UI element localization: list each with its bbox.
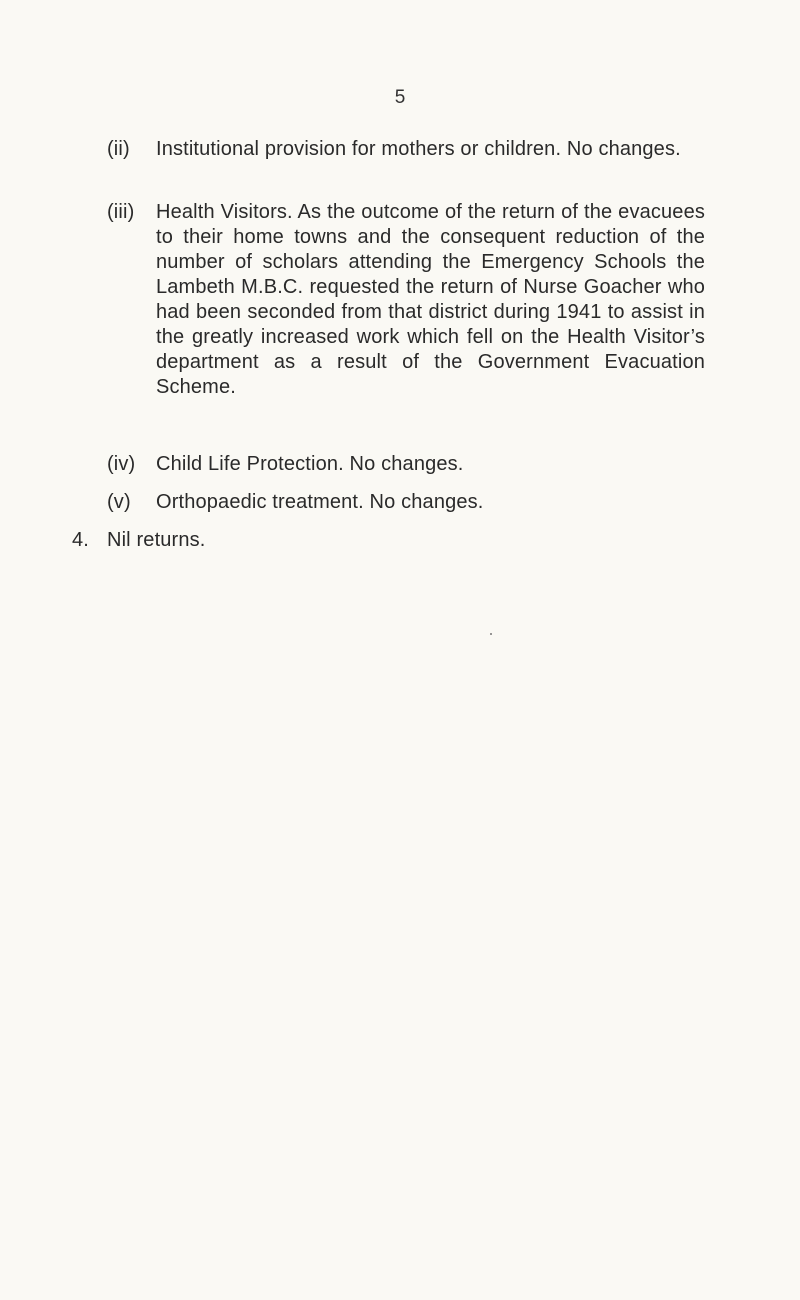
section-text: Nil returns. [107, 529, 206, 551]
paragraph-text: Institutional provision for mothers or children. No changes. [156, 138, 681, 160]
paragraph-iii [0, 200, 800, 400]
paragraph-text: Health Visitors. As the outcome of the return of the evacuees to their home towns and the consequent reduction of the number of scholars attending the Emergency Schools the Lambeth M.B.C. requested the return of Nurse Goacher who had been seconded from that district during 1941 to assist in the greatly increased work which fell on the Health Visitor’s department as a result of the Government Evacuation Scheme. [156, 201, 705, 398]
paragraph-iv [0, 452, 800, 477]
paragraph-ii [0, 137, 800, 162]
paragraph-text: Orthopaedic treatment. No changes. [156, 491, 484, 513]
paragraph-number: (iv) [107, 453, 136, 475]
paragraph-number: (v) [107, 491, 131, 513]
paragraph-text: Child Life Protection. No changes. [156, 453, 464, 475]
section-4 [0, 528, 800, 553]
page-number: 5 [394, 87, 406, 108]
paragraph-number: (iii) [107, 201, 135, 223]
paper-speck [490, 633, 492, 635]
paragraph-number: (ii) [107, 138, 130, 160]
section-number: 4. [72, 529, 89, 551]
paragraph-v [0, 490, 800, 515]
